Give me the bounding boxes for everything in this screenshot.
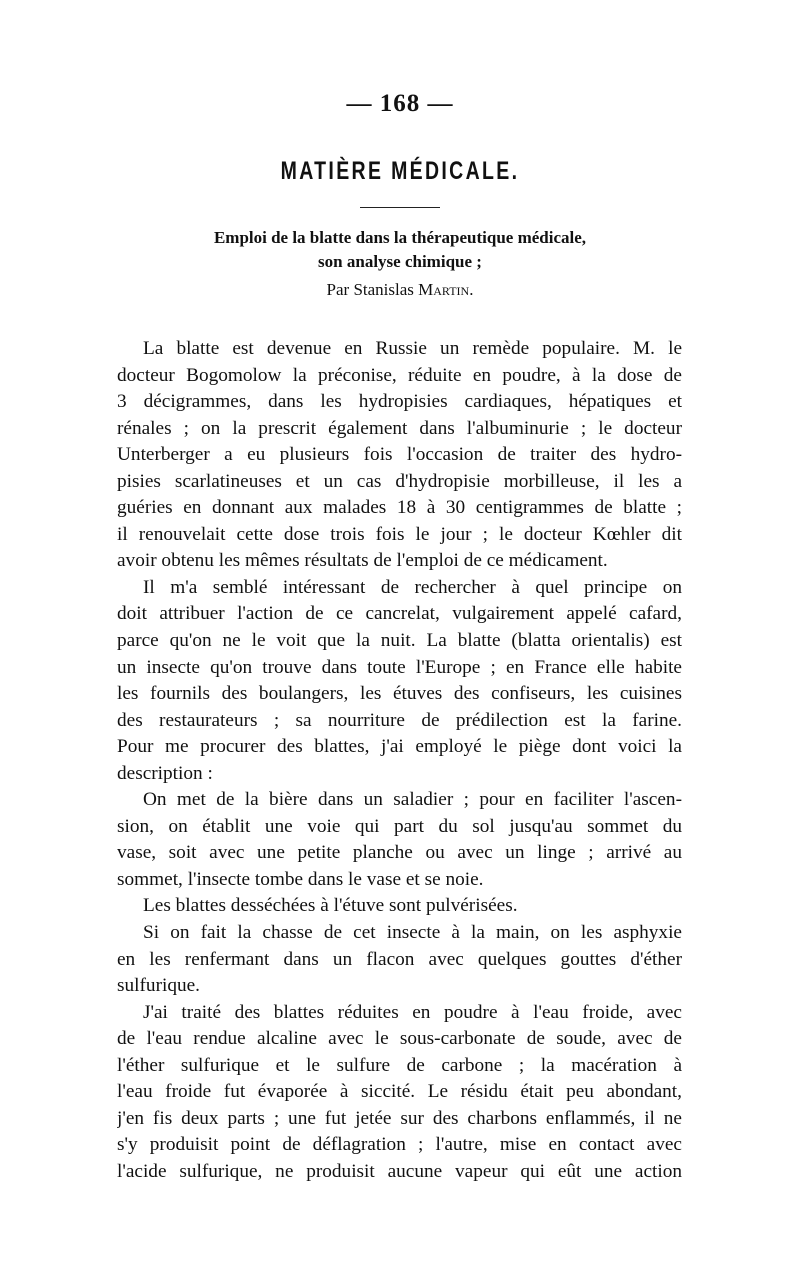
body-line: description : [117, 762, 213, 784]
body-line: l'acide sulfurique, ne produisit aucune vapeur qui eût une action [117, 1160, 682, 1182]
body-line: guéries en donnant aux malades 18 à 30 centigrammes de blatte ; [117, 497, 682, 519]
body-line: pisies scarlatineuses et un cas d'hydropisie morbilleuse, il les a [117, 470, 682, 492]
body-line: sion, on établit une voie qui part du sol jusqu'au sommet du [117, 815, 682, 837]
body-line: il renouvelait cette dose trois fois le jour ; le docteur Kœhler dit [117, 523, 682, 545]
byline-author: Martin. [418, 280, 474, 299]
page-number: — 168 — [346, 90, 454, 117]
body-line: Les blattes desséchées à l'étuve sont pulvérisées. [143, 895, 518, 917]
body-line: La blatte est devenue en Russie un remède populaire. M. le [143, 338, 682, 359]
body-line: l'éther sulfurique et le sulfure de carbone ; la macération à [117, 1054, 682, 1076]
body-line: l'eau froide fut évaporée à siccité. Le résidu était peu abondant, [117, 1081, 682, 1103]
article-title-line: Emploi de la blatte dans la thérapeutique médicale, [213, 228, 587, 247]
body-line: sulfurique. [117, 975, 200, 997]
byline [0, 280, 800, 300]
body-line: Pour me procurer des blattes, j'ai employé le piège dont voici la [117, 736, 682, 758]
body-line: en les renfermant dans un flacon avec quelques gouttes d'éther [117, 948, 682, 970]
body-line: avoir obtenu les mêmes résultats de l'emploi de ce médicament. [117, 550, 608, 572]
body-line: 3 décigrammes, dans les hydropisies cardiaques, hépatiques et [117, 391, 682, 413]
article-body [117, 336, 682, 1186]
body-line: docteur Bogomolow la préconise, réduite en poudre, à la dose de [117, 364, 682, 386]
body-line: j'en fis deux parts ; une fut jetée sur des charbons enflammés, il ne [117, 1107, 682, 1129]
body-line: de l'eau rendue alcaline avec le sous-carbonate de soude, avec de [117, 1028, 682, 1050]
body-line: Unterberger a eu plusieurs fois l'occasion de traiter des hydro- [117, 444, 682, 466]
body-line: doit attribuer l'action de ce cancrelat, vulgairement appelé cafard, [117, 603, 682, 625]
body-line: un insecte qu'on trouve dans toute l'Europe ; en France elle habite [117, 656, 682, 678]
article-title-line: son analyse chimique ; [318, 252, 482, 271]
body-line: parce qu'on ne le voit que la nuit. La blatte (blatta orientalis) est [117, 630, 682, 652]
body-line: J'ai traité des blattes réduites en poudre à l'eau froide, avec [143, 1001, 682, 1023]
byline-prefix: Par Stanislas [326, 280, 419, 299]
body-line: Si on fait la chasse de cet insecte à la main, on les asphyxie [143, 922, 682, 944]
body-line: On met de la bière dans un saladier ; pour en faciliter l'ascen- [143, 789, 682, 811]
title-divider [360, 207, 440, 208]
body-line: rénales ; on la prescrit également dans l'albuminurie ; le docteur [117, 417, 682, 439]
body-line: Il m'a semblé intéressant de rechercher à quel principe on [143, 576, 682, 598]
body-line: sommet, l'insecte tombe dans le vase et se noie. [117, 868, 484, 890]
body-line: s'y produisit point de déflagration ; l'autre, mise en contact avec [117, 1134, 682, 1156]
body-line: vase, soit avec une petite planche ou avec un linge ; arrivé au [117, 842, 682, 864]
article-title [0, 226, 800, 274]
section-title: MATIÈRE MÉDICALE. [280, 157, 520, 185]
body-line: les fournils des boulangers, les étuves des confiseurs, les cuisines [117, 683, 682, 705]
body-line: des restaurateurs ; sa nourriture de prédilection est la farine. [117, 709, 682, 731]
